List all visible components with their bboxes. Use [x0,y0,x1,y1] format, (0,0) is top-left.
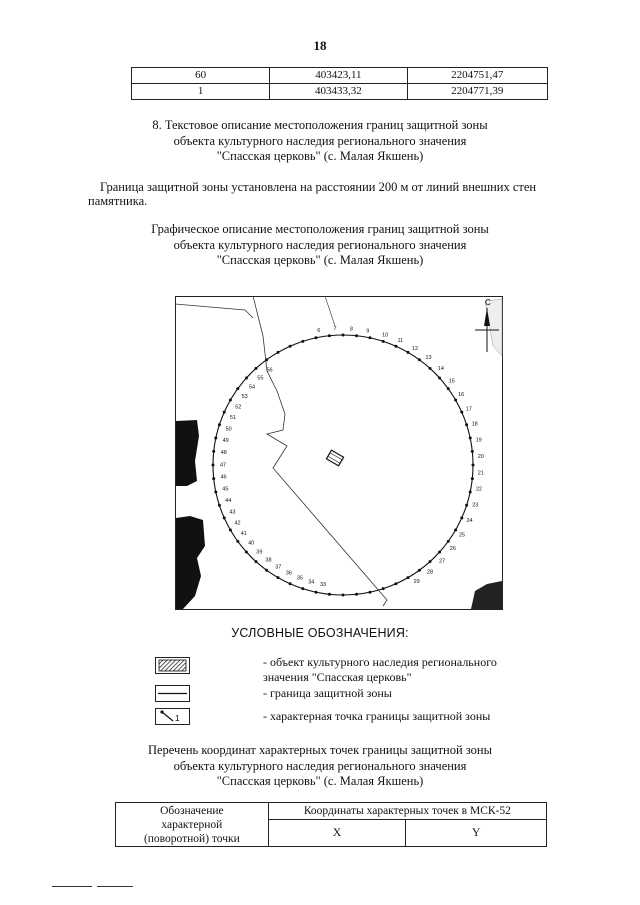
point-label: 40 [248,540,255,547]
boundary-point [212,464,215,467]
point-label: 49 [222,438,229,445]
point-label: 20 [477,453,484,460]
boundary-point [315,591,318,594]
heading-line: объекта культурного наследия регионального значения [173,758,467,773]
boundary-point [447,387,450,390]
boundary-point [454,529,457,532]
x-coordinate: 403423,11 [270,68,407,84]
heading-line: "Спасская церковь" (с. Малая Якшень) [216,253,424,267]
boundary-point [212,477,215,480]
point-label: 33 [320,582,327,589]
boundary-point [454,399,457,402]
point-number: 60 [132,68,270,84]
legend-text: значения "Спасская церковь" [263,670,412,684]
coordinates-header: Координаты характерных точек в МСК-52 [268,803,546,820]
point-label: 54 [249,384,256,391]
legend-item-zone-boundary: - граница защитной зоны [263,686,392,700]
boundary-point [223,411,226,414]
point-label: 19 [475,437,482,444]
point-label: 50 [225,426,232,433]
heading-line: Перечень координат характерных точек границы защитной зоны [147,743,493,757]
boundary-point [277,351,280,354]
boundary-point [438,551,441,554]
boundary-point [218,423,221,426]
heading-line: "Спасская церковь" (с. Малая Якшень) [216,774,424,788]
x-header: X [268,820,406,847]
boundary-point [342,594,345,597]
zone-boundary-symbol [155,685,190,702]
boundary-point [407,351,410,354]
coordinates-table-continued [131,67,548,100]
point-label: 34 [308,579,315,586]
footer-rule [52,886,92,887]
boundary-point [223,516,226,519]
point-label: 52 [235,404,242,411]
point-label: 21 [477,470,484,477]
boundary-point [315,336,318,339]
point-label: 26 [449,546,456,553]
point-label: 9 [366,328,370,335]
heading-line: "Спасская церковь" (с. Малая Якшень) [216,149,424,163]
point-label: 27 [439,558,446,565]
boundary-point [465,423,468,426]
point-label: 41 [240,530,247,537]
boundary-point [236,540,239,543]
point-label: 6 [317,328,321,335]
point-label: 39 [256,549,263,556]
boundary-point [418,358,421,361]
heritage-object-symbol [155,657,190,674]
point-label: 11 [397,338,404,345]
boundary-point [471,477,474,480]
boundary-point [471,450,474,453]
boundary-point [355,334,358,337]
heading-line: объекта культурного наследия регионального значения [173,237,467,252]
boundary-point [301,340,304,343]
point-label: 24 [466,518,473,524]
legend-item-characteristic-point: - характерная точка границы защитной зоны [263,709,491,723]
boundary-point [342,334,345,337]
protection-zone-map [175,296,503,610]
boundary-paragraph-end: памятника. [88,194,148,208]
point-label: 13 [425,355,432,362]
point-label: 56 [266,367,273,374]
boundary-point [382,340,385,343]
boundary-point [355,593,358,596]
point-label: 14 [437,366,444,373]
boundary-point [212,450,215,453]
point-label: 15 [448,378,455,385]
point-label: 22 [476,486,483,493]
point-label: 47 [220,462,227,469]
y-header: Y [406,820,547,847]
point-label: 23 [472,502,479,509]
boundary-point [214,437,217,440]
boundary-point [255,560,258,563]
y-coordinate: 2204771,39 [407,84,547,100]
boundary-point [328,334,331,337]
point-label: 18 [471,421,478,428]
point-label: 37 [275,564,282,571]
point-label: 44 [225,498,232,505]
boundary-point [429,367,432,370]
boundary-point [245,551,248,554]
page-number: 18 [313,38,327,53]
point-label: 28 [427,569,434,576]
point-label: 10 [382,332,389,339]
boundary-point [245,377,248,380]
point-label: 36 [285,570,292,577]
table-row [132,68,548,84]
point-number: 1 [132,84,270,100]
boundary-paragraph: Граница защитной зоны установлена на расстоянии 200 м от линий внешних стен [100,180,537,194]
point-label: 35 [296,575,303,582]
x-coordinate: 403433,32 [270,84,407,100]
point-marker-icon [156,709,189,724]
legend-item-heritage-object [263,655,497,685]
point-label: 16 [458,391,465,398]
point-label: 7 [333,326,337,333]
point-label: 46 [220,474,227,481]
table-row [132,84,548,100]
boundary-point [394,345,397,348]
point-label: 55 [257,375,264,382]
point-label: 42 [234,520,241,527]
boundary-point [394,582,397,585]
boundary-point [218,504,221,507]
boundary-point [460,411,463,414]
boundary-point [429,560,432,563]
boundary-point [382,587,385,590]
boundary-point [229,399,232,402]
boundary-point [469,491,472,494]
point-label: 17 [465,406,472,413]
point-label: 45 [222,486,229,493]
boundary-point [465,504,468,507]
header-line: характерной [161,818,223,831]
boundary-point [265,569,268,572]
coordinates-heading [60,743,580,790]
legend-title: УСЛОВНЫЕ ОБОЗНАЧЕНИЯ: [231,626,409,640]
legend-text: - объект культурного наследия регионального [263,655,497,669]
table-header-row [116,803,547,820]
heading-line: Графическое описание местоположения границ защитной зоны [151,222,489,236]
symbol-label: 1 [175,714,180,723]
header-line: (поворотной) точки [143,832,240,845]
y-coordinate: 2204751,47 [407,68,547,84]
hatched-icon [156,658,189,673]
point-label: 48 [220,450,227,457]
boundary-point [277,576,280,579]
boundary-point [236,387,239,390]
point-label: 8 [349,326,353,333]
boundary-line-icon [156,686,189,701]
point-label: 43 [229,509,236,516]
coordinates-table [115,802,547,847]
boundary-point [214,491,217,494]
point-label: 29 [413,579,420,586]
point-label: 25 [459,532,466,539]
point-label: 12 [412,345,419,352]
boundary-point [418,569,421,572]
footer-rule [97,886,133,887]
boundary-point [407,576,410,579]
boundary-point [328,593,331,596]
boundary-point [229,529,232,532]
boundary-point [289,345,292,348]
section-8-heading [60,118,580,165]
boundary-point [265,358,268,361]
point-label: 38 [265,557,272,564]
characteristic-point-symbol [155,708,190,725]
boundary-point [301,587,304,590]
point-label: 53 [241,394,248,400]
heading-line: объекта культурного наследия регионального значения [173,133,467,148]
boundary-point [460,516,463,519]
boundary-point [472,464,475,467]
boundary-point [369,336,372,339]
point-designation-header [116,803,269,847]
boundary-point [469,437,472,440]
boundary-point [369,591,372,594]
graphic-description-heading [60,222,580,269]
dark-area [176,420,199,486]
heading-line: 8. Текстовое описание местоположения границ защитной зоны [152,118,488,132]
boundary-point [438,377,441,380]
point-label: 51 [229,415,237,422]
compass-letter: С [485,298,491,307]
boundary-point [255,367,258,370]
boundary-point [289,582,292,585]
header-line: Обозначение [160,804,224,817]
boundary-point [447,540,450,543]
